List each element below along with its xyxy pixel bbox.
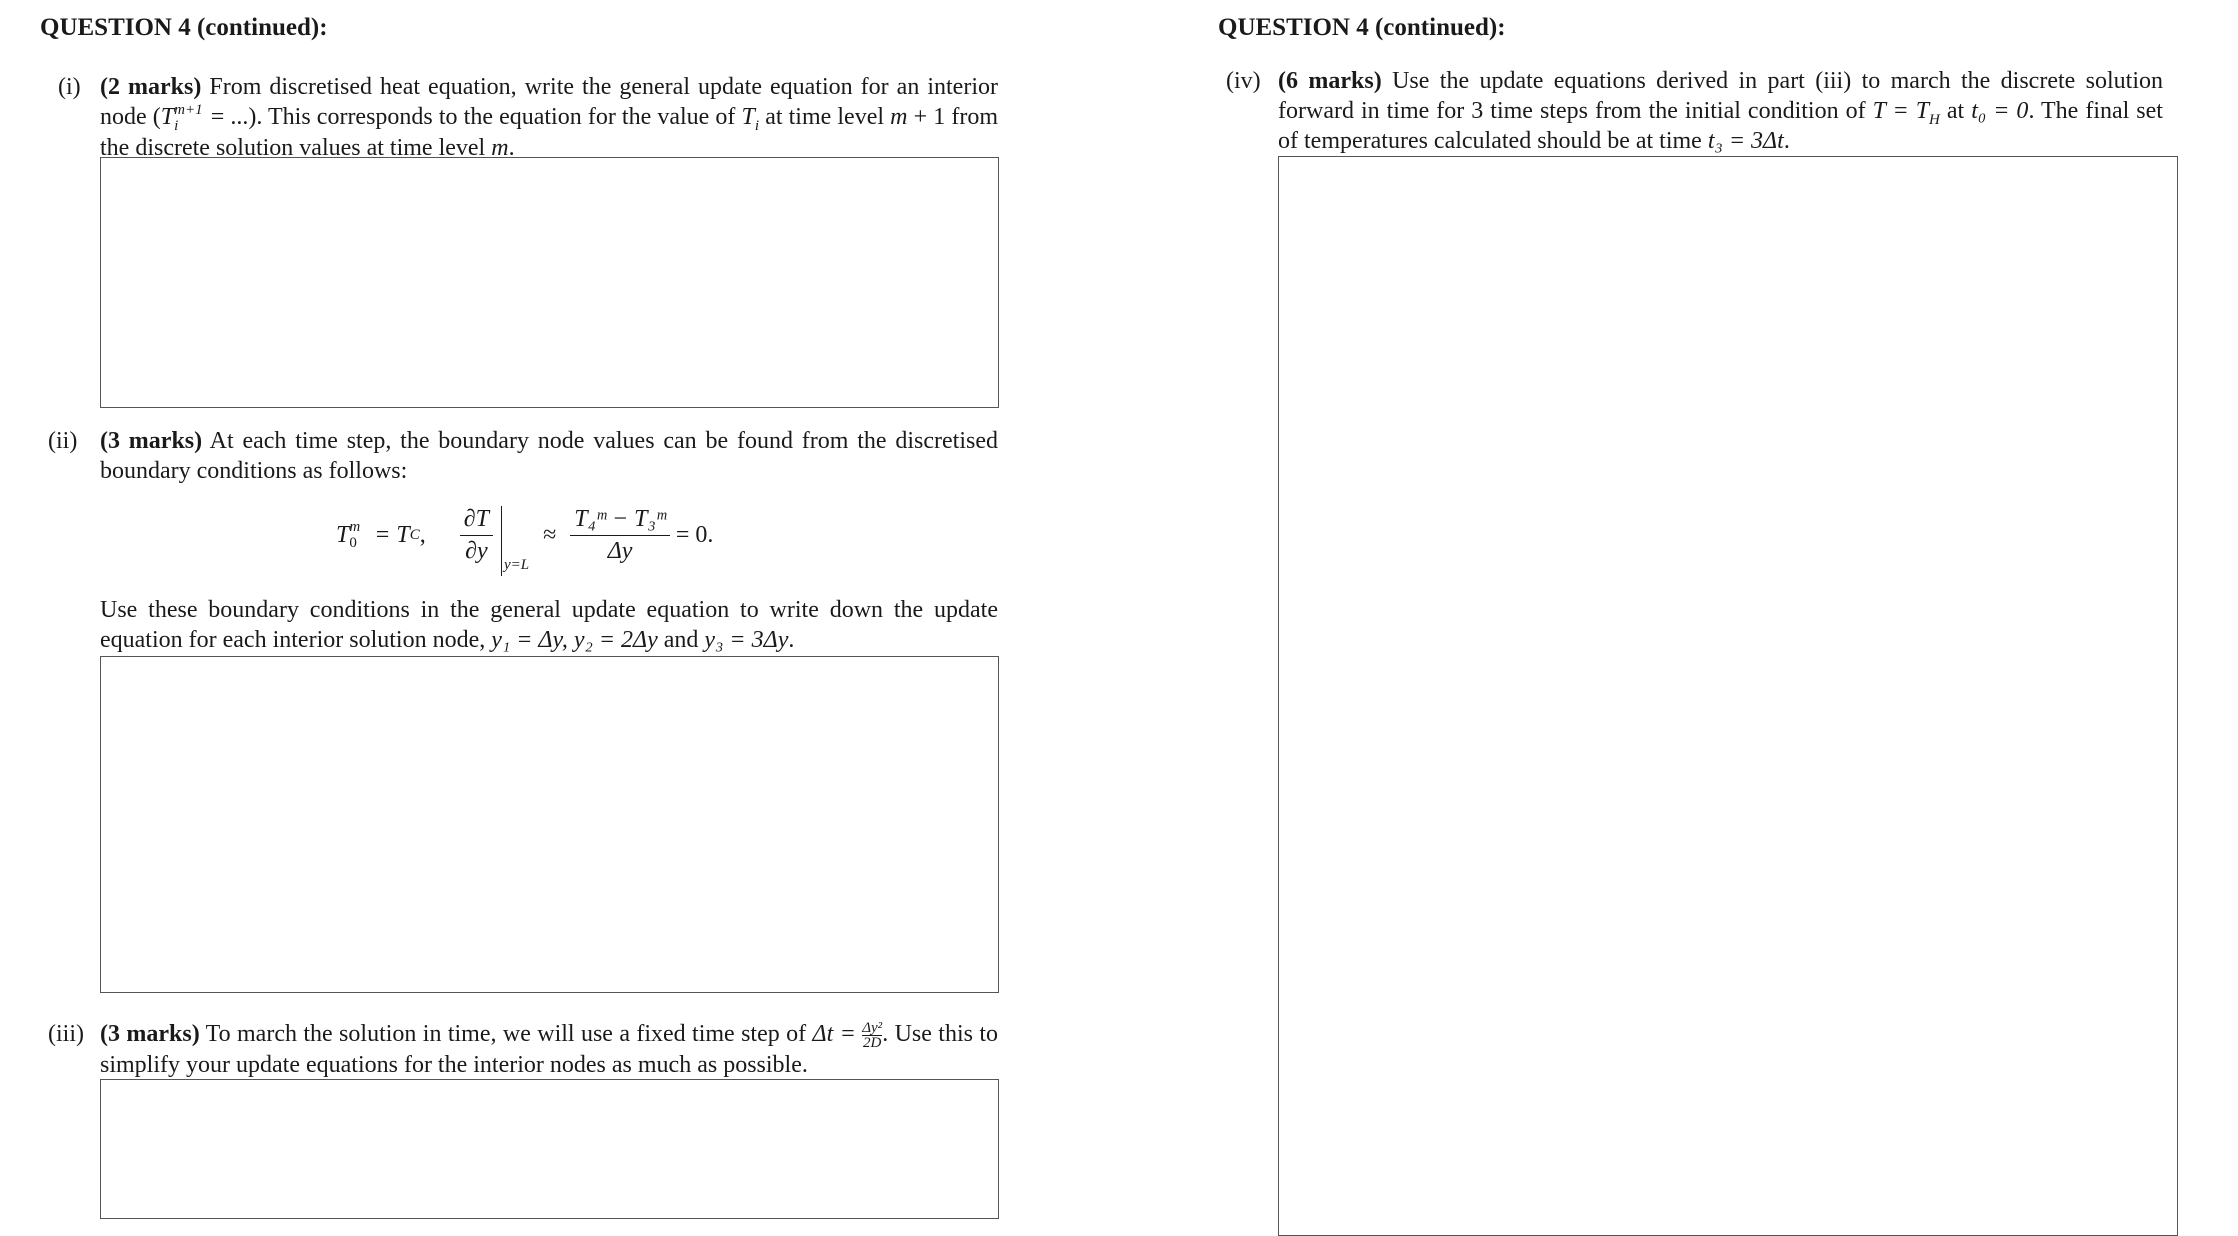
difference-quotient <box>570 506 670 565</box>
denominator: Δy <box>607 537 633 564</box>
text: Use the update equations derived in part (iii) to march the discrete solution forward in time for 3 time steps from the initial condition of <box>1278 68 2164 124</box>
text: At each time step, the boundary node values can be found from the discretised boundary conditions as follows: <box>100 428 998 484</box>
text: Use these boundary conditions in the general update equation to write down the update equation for each interior solution node, <box>100 597 998 653</box>
denominator: ∂y <box>465 537 488 564</box>
text: From discretised heat equation, write the general update equation for an interior node ( <box>100 74 998 130</box>
text: at <box>1939 98 1972 124</box>
text: . The final set of temperatures calculated should be at time <box>1278 98 2163 154</box>
marks: (2 marks) <box>100 74 202 100</box>
part-label: (iii) <box>48 1021 84 1047</box>
math: i <box>754 117 760 134</box>
question-part-i <box>58 72 998 163</box>
text: at time level <box>759 104 891 130</box>
text: . <box>1783 128 1790 154</box>
text: + 1 from the discrete solution values at time level <box>100 104 998 162</box>
math: C <box>409 527 420 543</box>
time-step-fraction <box>862 1021 882 1050</box>
evaluation-bar <box>501 506 502 576</box>
math: m <box>349 519 361 535</box>
text: = ...). This corresponds to the equation for the value of <box>204 104 742 130</box>
math: = 0. <box>675 521 714 548</box>
math: 0 <box>349 535 357 551</box>
math: Δt = <box>812 1021 863 1047</box>
math: T <box>741 104 755 130</box>
math: , <box>419 521 426 548</box>
denominator: 2D <box>863 1034 882 1051</box>
math: y₁ = Δy, y₂ = 2Δy <box>491 627 658 653</box>
text: . Use this to simplify your update equations for the interior nodes as much as possible. <box>100 1021 998 1078</box>
marks: (6 marks) <box>1278 68 1382 94</box>
left-page-title: QUESTION 4 (continued): <box>40 14 328 41</box>
answer-box-iii[interactable] <box>100 1079 999 1219</box>
question-part-ii-continued <box>100 595 998 655</box>
math: T <box>336 521 350 548</box>
math: y=L <box>503 556 530 573</box>
derivative <box>460 506 493 565</box>
part-label: (i) <box>58 74 81 100</box>
part-label: (ii) <box>48 428 78 454</box>
text: To march the solution in time, we will use a fixed time step of <box>199 1021 813 1047</box>
part-label: (iv) <box>1226 68 1261 94</box>
answer-box-i[interactable] <box>100 157 999 408</box>
answer-box-iv[interactable] <box>1278 156 2178 1236</box>
math: T <box>160 104 175 130</box>
math: H <box>1929 111 1940 128</box>
math: m+1 <box>174 102 203 119</box>
numerator: Δy² <box>862 1019 883 1036</box>
answer-box-ii[interactable] <box>100 656 999 993</box>
math: m <box>491 135 509 162</box>
question-part-ii <box>48 426 998 486</box>
math: ≈ <box>543 521 557 548</box>
marks: (3 marks) <box>100 1021 200 1047</box>
text: and <box>657 627 705 653</box>
math: = T <box>368 521 410 548</box>
math: T = T <box>1872 98 1930 124</box>
sup-sub-stack <box>174 103 202 133</box>
math: i <box>174 118 179 135</box>
numerator: ∂T <box>460 506 493 536</box>
text: . <box>508 135 515 162</box>
boundary-condition-equation <box>336 500 714 573</box>
text: . <box>788 627 795 653</box>
math: y₃ = 3Δy <box>704 627 789 653</box>
math: t₀ = 0 <box>1971 98 2029 124</box>
question-part-iii <box>48 1019 998 1080</box>
math: m <box>890 104 908 130</box>
numerator: T₄ᵐ − T₃ᵐ <box>570 506 670 536</box>
right-page-title: QUESTION 4 (continued): <box>1218 14 1506 41</box>
sup-sub-stack <box>349 520 360 550</box>
question-part-iv <box>1226 66 2164 156</box>
math: t₃ = 3Δt <box>1707 128 1784 154</box>
marks: (3 marks) <box>100 428 203 454</box>
